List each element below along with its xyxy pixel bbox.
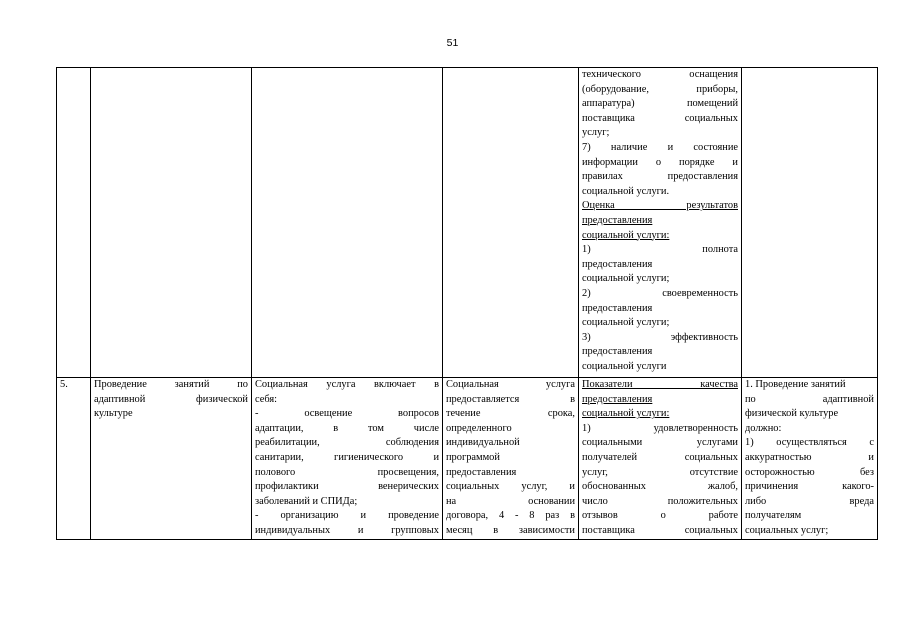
cell-conditions: [742, 68, 878, 378]
text-line: социальными услугами: [582, 437, 738, 449]
text-line: 3) эффективность: [582, 331, 738, 343]
text-line: социальной услуги:: [582, 229, 670, 241]
service-name-text: [94, 378, 248, 422]
cell-description: [252, 68, 443, 378]
text-line: получателям: [745, 510, 802, 522]
text-line: предоставляется в: [446, 393, 575, 405]
text-line: течение срока,: [446, 408, 575, 420]
text-line: предоставления: [446, 466, 517, 478]
text-line: социальной услуги;: [582, 273, 670, 285]
cell-quality-indicators: [579, 68, 742, 378]
text-line: технического оснащения: [582, 69, 738, 80]
text-line: культуре: [94, 408, 133, 420]
text-line: обоснованных жалоб,: [582, 481, 738, 493]
text-line: предоставления: [582, 346, 653, 358]
text-line: полового просвещения,: [255, 466, 439, 478]
text-line: социальной услуги: [582, 360, 667, 372]
text-line: осторожностью без: [745, 466, 874, 478]
text-line: - освещение вопросов: [255, 408, 439, 420]
text-line: индивидуальной: [446, 437, 520, 449]
text-line: профилактики венерических: [255, 481, 439, 493]
text-line: предоставления: [582, 393, 653, 405]
conditions-cell: [742, 378, 878, 540]
text-line: 1) осуществляться с: [745, 437, 874, 449]
row-number-cell: [57, 378, 91, 540]
text-line: 7) наличие и состояние: [582, 141, 738, 153]
text-line: реабилитации, соблюдения: [255, 437, 439, 449]
text-line: адаптации, в том числе: [255, 422, 439, 434]
text-line: информации о порядке и: [582, 156, 738, 168]
page-number: 51: [446, 37, 459, 49]
text-line: Проведение занятий по: [94, 379, 248, 390]
text-line: должно:: [745, 422, 782, 434]
text-line: месяц в зависимости: [446, 524, 575, 536]
text-line: (оборудование, приборы,: [582, 83, 738, 95]
text-line: число положительных: [582, 495, 738, 507]
text-line: социальных услуг;: [745, 524, 829, 536]
service-description-text: [255, 378, 439, 539]
text-line: социальной услуги;: [582, 317, 670, 329]
text-line: либо вреда: [745, 495, 874, 507]
text-line: на основании: [446, 495, 575, 507]
text-line: отзывов о работе: [582, 510, 738, 522]
quality-indicators-text: [582, 68, 738, 374]
text-line: поставщика социальных: [582, 524, 738, 536]
services-table: [56, 67, 878, 540]
text-line: договора, 4 - 8 раз в: [446, 510, 575, 522]
text-line: себя:: [255, 393, 278, 405]
text-line: Показатели качества: [582, 379, 738, 390]
text-line: социальной услуги:: [582, 408, 670, 420]
text-line: Социальная услуга: [446, 379, 575, 390]
cell-number: [57, 68, 91, 378]
text-line: услуг;: [582, 127, 610, 139]
quality-indicators-text: [582, 378, 738, 539]
service-timing-text: [446, 378, 575, 539]
text-line: индивидуальных и групповых: [255, 524, 439, 536]
cell-timing: [443, 68, 579, 378]
text-line: определенного: [446, 422, 512, 434]
text-line: поставщика социальных: [582, 112, 738, 124]
text-line: санитарии, гигиенического и: [255, 451, 439, 463]
text-line: правилах предоставления: [582, 171, 738, 183]
table-row-5: [57, 378, 878, 540]
text-line: аккуратностью и: [745, 451, 874, 463]
row-number: 5.: [60, 379, 68, 390]
text-line: причинения какого-: [745, 481, 874, 493]
text-line: 1. Проведение занятий: [745, 379, 846, 390]
text-line: программой: [446, 451, 500, 463]
text-line: 1) удовлетворенность: [582, 422, 738, 434]
text-line: по адаптивной: [745, 393, 874, 405]
text-line: социальных услуг, и: [446, 481, 575, 493]
text-line: предоставления: [582, 258, 653, 270]
text-line: предоставления: [582, 302, 653, 314]
text-line: Оценка результатов: [582, 200, 738, 212]
table-row-continued: [57, 68, 878, 378]
text-line: 1) полнота: [582, 244, 738, 256]
service-description-cell: [252, 378, 443, 540]
cell-service-name: [91, 68, 252, 378]
quality-indicators-cell: [579, 378, 742, 540]
text-line: предоставления: [582, 214, 653, 226]
text-line: адаптивной физической: [94, 393, 248, 405]
text-line: заболеваний и СПИДа;: [255, 495, 358, 507]
text-line: - организацию и проведение: [255, 510, 439, 522]
text-line: аппаратура) помещений: [582, 98, 738, 110]
text-line: физической культуре: [745, 408, 839, 420]
text-line: получателей социальных: [582, 451, 738, 463]
text-line: 2) своевременность: [582, 287, 738, 299]
service-name-cell: [91, 378, 252, 540]
text-line: Социальная услуга включает в: [255, 379, 439, 390]
text-line: социальной услуги.: [582, 185, 670, 197]
conditions-text: [745, 378, 874, 539]
text-line: услуг, отсутствие: [582, 466, 738, 478]
service-timing-cell: [443, 378, 579, 540]
